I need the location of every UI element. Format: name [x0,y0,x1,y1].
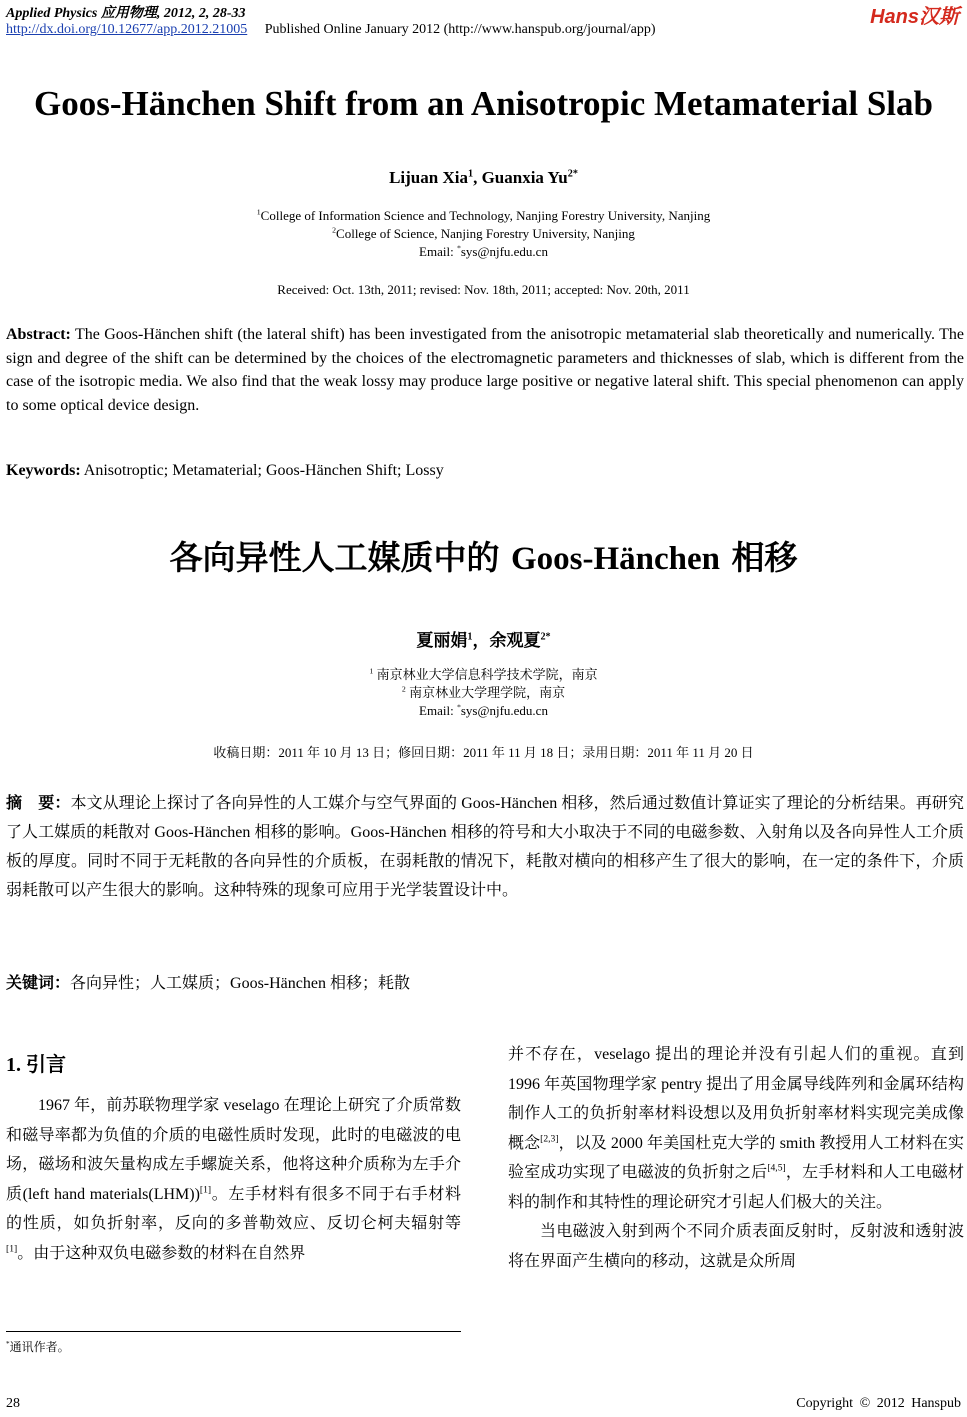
journal-name: Applied Physics [6,6,98,21]
abstract-text-cn: 本文从理论上探讨了各向异性的人工媒介与空气界面的 Goos-Hänchen 相移，然后通过数值计算证实了理论的分析结果。再研究了人工媒质的耗散对 Goos-Hänchen 相移的影响。Goos-Hänchen 相移的符号和大小取决于不同的电磁参数、入射角以及各向异性人工介质板的厚度。同时不同于无耗散的各向异性的介质板，在弱耗散的情况下，耗散对横向的相移产生了很大的影响，在一定的条件下，介质弱耗散可以产生很大的影响。这种特殊的现象可应用于光学装置设计中。 [6,795,964,899]
copyright-notice: Copyright © 2012 Hanspub [796,1396,961,1411]
paper-title-cn: 各向异性人工媒质中的 Goos-Hänchen 相移 [169,538,798,577]
affiliations-en [0,207,967,261]
paper-title-en: Goos-Hänchen Shift from an Anisotropic Metamaterial Slab [34,84,933,123]
author-2-cn: 余观夏 [489,631,541,650]
footnote-divider [6,1331,461,1332]
paragraph: 1967 年，前苏联物理学家 veselago 在理论上研究了介质常数和磁导率都为负值的介质的电磁性质时发现，此时的电磁波的电场，磁场和波矢量构成左手螺旋关系，他将这种介质称为左手介质(left hand materials(LHM))[1]。左手材料有很多不同于右手材料的性质，如负折射率，反向的多普勒效应、反切仑柯夫辐射等[1]。由于这种双负电磁参数的材料在自然界 [6,1097,461,1262]
keywords-en [6,462,444,480]
author-1: Lijuan Xia [389,168,468,187]
keywords-cn [6,970,410,993]
affiliation-1-en: $^1$College of Information Science and Technology, Nanjing Forestry University, Nanjing [256,207,711,223]
author-2: Guanxia Yu [481,168,568,187]
citation: [2,3] [540,1133,559,1145]
abstract-label: Abstract: [6,326,71,343]
email-en: Email: *sys@njfu.edu.cn [419,243,548,259]
section-heading-introduction: 1. 引言 [6,1054,66,1076]
keywords-label-cn: 关键词： [6,975,71,992]
body-column-left [6,1091,461,1268]
page-number: 28 [6,1396,20,1411]
body-column-right [508,1040,964,1276]
author-1-cn: 夏丽娟 [416,631,468,650]
affiliation-1-cn: $^1$ 南京林业大学信息科学技术学院，南京 [369,666,598,682]
running-header-doi [6,22,656,38]
published-online: Published Online January 2012 (http://www.hanspub.org/journal/app) [264,22,656,37]
keywords-text: Anisotroptic; Metamaterial; Goos-Hänchen Shift; Lossy [80,462,444,479]
paragraph: 并不存在，veselago 提出的理论并没有引起人们的重视。直到 1996 年英国物理学家 pentry 提出了用金属导线阵列和金属环结构制作人工的负折射率材料设想以及用负折射率材料实现完美成像概念[2,3]，以及 2000 年美国杜克大学的 smith 教授用人工材料在实验室成功实现了电磁波的负折射之后[4,5]，左手材料和人工电磁材料的制作和其特性的理论研究才引起人们极大的关注。 [508,1046,964,1211]
keywords-label: Keywords: [6,462,81,479]
citation: [1] [6,1243,18,1255]
abstract-cn [6,789,964,905]
footnote: *通讯作者。 [6,1340,70,1354]
doi-link[interactable]: http://dx.doi.org/10.12677/app.2012.21005 [6,22,248,37]
journal-volume-info: 应用物理, 2012, 2, 28-33 [100,6,246,21]
citation: [1] [199,1184,212,1196]
paragraph: 当电磁波入射到两个不同介质表面反射时，反射波和透射波将在界面产生横向的移动，这就是众所周 [508,1223,964,1270]
keywords-text-cn: 各向异性；人工媒质；Goos-Hänchen 相移；耗散 [70,975,410,992]
received-dates-en: Received: Oct. 13th, 2011; revised: Nov. 18th, 2011; accepted: Nov. 20th, 2011 [277,282,690,297]
abstract-en [6,323,964,417]
author-2-affil-mark: 2* [567,168,578,180]
email-cn: Email: *sys@njfu.edu.cn [419,702,548,718]
affiliation-2-en: $^2$College of Science, Nanjing Forestry University, Nanjing [332,225,635,241]
citation: [4,5] [767,1162,786,1174]
publisher-logo: Hans汉斯 [870,6,959,28]
affiliation-2-cn: $^2$ 南京林业大学理学院，南京 [401,684,566,700]
authors-cn: 夏丽娟$^1$，余观夏$^{2*}$ [416,631,551,650]
running-header-journal [6,2,246,22]
abstract-label-cn: 摘 要： [6,795,71,812]
authors-en [0,168,967,188]
author-separator: , [473,168,482,187]
affiliations-cn [0,666,967,720]
received-dates-cn: 收稿日期：2011 年 10 月 13 日；修回日期：2011 年 11 月 18 日；录用日期：2011 年 11 月 20 日 [213,745,754,760]
abstract-text: The Goos-Hänchen shift (the lateral shift) has been investigated from the anisotropic metamaterial slab theoretically and numerically. The sign and degree of the shift can be determined by the choices of the electromagnetic parameters and thicknesses of slab, which is different from the case of the isotropic media. We also find that the weak lossy may produce large positive or negative lateral shift. This special phenomenon can apply to some optical device design. [6,326,964,414]
author-1-affil-mark: 1 [467,168,474,180]
